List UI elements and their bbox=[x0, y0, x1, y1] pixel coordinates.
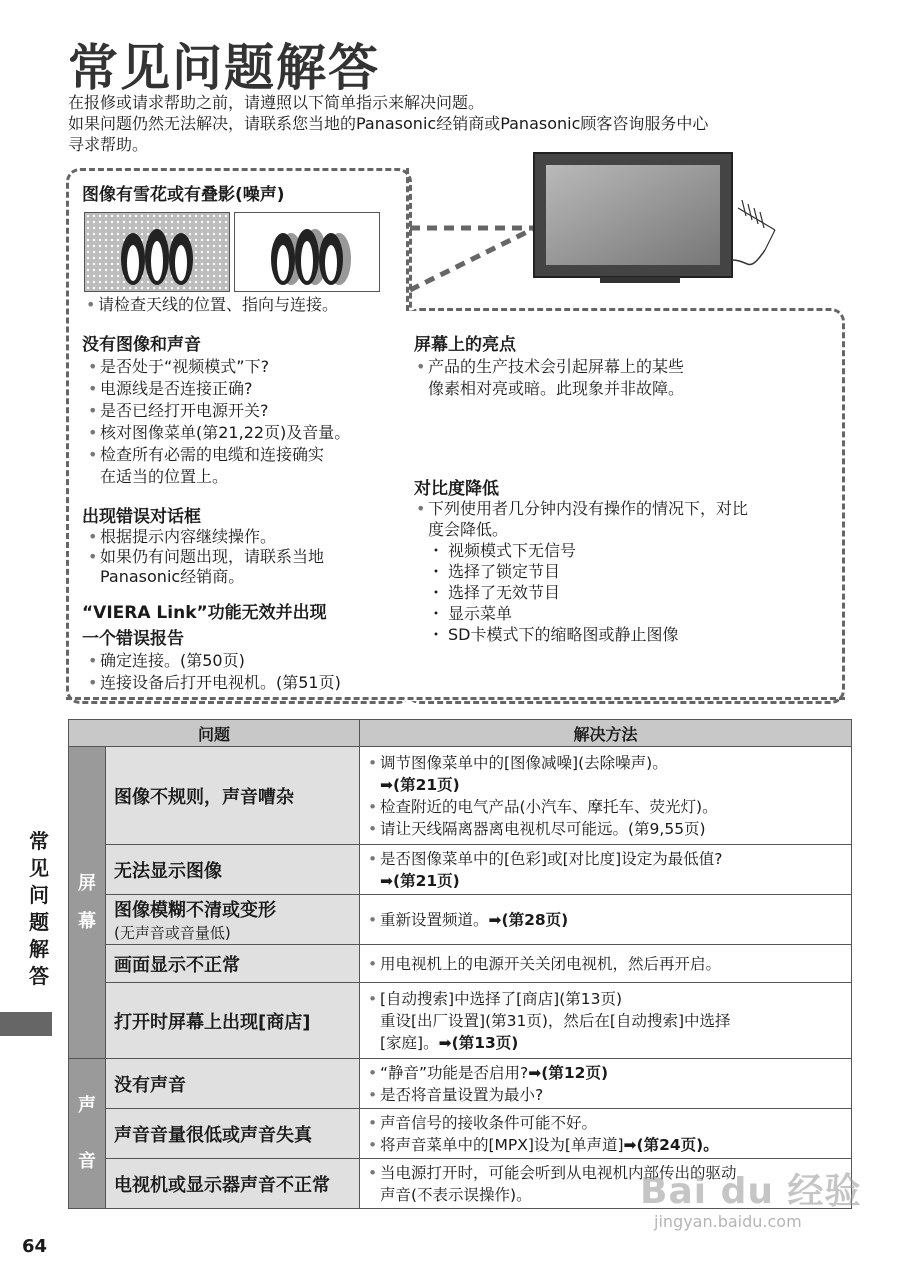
contrast-text bbox=[414, 498, 834, 645]
intro-line-2: 如果问题仍然无法解决，请联系您当地的Panasonic经销商或Panasonic顾客咨询服务中心 bbox=[68, 114, 709, 133]
table-row bbox=[69, 747, 852, 845]
ghost-penguins-image bbox=[234, 212, 380, 292]
no-picture-heading: 没有图像和声音 bbox=[82, 335, 201, 355]
list-item: • 如果仍有问题出现，请联系当地 bbox=[86, 547, 386, 567]
solution-line: • 当电源打开时，可能会听到从电视机内部传出的驱动 bbox=[366, 1162, 845, 1184]
list-item: • 确定连接。(第50页) bbox=[86, 650, 396, 672]
solution-line: 重新设置频道。 bbox=[380, 910, 489, 929]
viera-list bbox=[86, 650, 396, 694]
frame-bottom bbox=[66, 697, 845, 700]
solution-ref: (第28页) bbox=[501, 910, 569, 929]
antenna-icon bbox=[738, 200, 775, 250]
solution-line: “静音”功能是否启用? bbox=[380, 1063, 529, 1082]
table-row bbox=[69, 895, 852, 945]
viera-heading-2: 一个错误报告 bbox=[82, 629, 184, 649]
troubleshooting-table bbox=[68, 719, 852, 1209]
page-number: 64 bbox=[22, 1236, 48, 1257]
intro-line-3: 寻求帮助。 bbox=[68, 135, 149, 154]
list-item-cont: 在适当的位置上。 bbox=[100, 467, 229, 486]
viera-heading-1: “VIERA Link”功能无效并出现 bbox=[82, 603, 327, 623]
arrow-icon: ➡ bbox=[380, 775, 393, 794]
list-item: • 核对图像菜单(第21,22页)及音量。 bbox=[86, 422, 386, 444]
arrow-icon: ➡ bbox=[528, 1063, 542, 1082]
noisy-penguins-image bbox=[84, 212, 230, 292]
problem-subtext: (无声音或音量低) bbox=[114, 924, 231, 942]
sidebar-tab-marker bbox=[0, 1012, 52, 1036]
contrast-heading: 对比度降低 bbox=[414, 479, 499, 499]
penguins-icon bbox=[85, 213, 229, 291]
table-header bbox=[69, 720, 852, 747]
bright-spots-text bbox=[414, 356, 814, 400]
problem-cell: 声音音量很低或声音失真 bbox=[106, 1109, 360, 1159]
error-dialog-heading: 出现错误对话框 bbox=[82, 507, 201, 527]
category-sound bbox=[69, 1059, 106, 1209]
solution-ref: (第21页) bbox=[393, 775, 460, 794]
table-row bbox=[69, 1109, 852, 1159]
list-item: • 是否已经打开电源开关? bbox=[86, 400, 386, 422]
list-item: • 电源线是否连接正确? bbox=[86, 378, 386, 400]
sidebar-tab-label: 常 见 问 题 解 答 bbox=[29, 829, 49, 988]
category-char: 幕 bbox=[78, 910, 96, 932]
problem-text: 图像模糊不清或变形 bbox=[114, 900, 276, 921]
solution-line: • 是否图像菜单中的[色彩]或[对比度]设定为最低值? bbox=[366, 848, 845, 870]
problem-cell: 无法显示图像 bbox=[106, 845, 360, 895]
arrow-icon: ➡ bbox=[488, 910, 502, 929]
problem-cell bbox=[106, 895, 360, 945]
solution-line: 声音(不表示误操作)。 bbox=[380, 1185, 532, 1204]
baidu-watermark-url: jingyan.baidu.com bbox=[654, 1212, 802, 1231]
baidu-watermark-logo: Bai du 经验 bbox=[640, 1171, 862, 1212]
sub-item: ・ 显示菜单 bbox=[414, 603, 834, 624]
error-dialog-list bbox=[86, 527, 386, 587]
list-item: • 根据提示内容继续操作。 bbox=[86, 527, 386, 547]
solution-ref: (第13页) bbox=[451, 1033, 519, 1052]
noise-heading: 图像有雪花或有叠影(噪声) bbox=[82, 185, 285, 205]
list-item-cont: 度会降低。 bbox=[428, 520, 509, 539]
noise-bullet: • 请检查天线的位置、指向与连接。 bbox=[84, 294, 900, 316]
sub-item: ・ SD卡模式下的缩略图或静止图像 bbox=[414, 624, 834, 645]
list-item-cont: 像素相对亮或暗。此现象并非故障。 bbox=[428, 379, 685, 398]
category-char: 屏 bbox=[78, 872, 96, 894]
col-solution-header: 解决方法 bbox=[360, 720, 852, 747]
solution-line: [家庭]。 bbox=[380, 1033, 439, 1052]
problem-cell: 图像不规则，声音嘈杂 bbox=[106, 747, 360, 845]
bright-spots-heading: 屏幕上的亮点 bbox=[414, 335, 516, 355]
sub-item: ・ 视频模式下无信号 bbox=[414, 540, 834, 561]
arrow-icon: ➡ bbox=[623, 1135, 637, 1154]
solution-line: • 检查附近的电气产品(小汽车、摩托车、荧光灯)。 bbox=[366, 796, 845, 818]
problem-cell: 打开时屏幕上出现[商店] bbox=[106, 983, 360, 1059]
solution-cell bbox=[360, 983, 852, 1059]
category-screen bbox=[69, 747, 106, 1059]
solution-cell bbox=[360, 845, 852, 895]
solution-cell bbox=[360, 945, 852, 983]
list-item: • 产品的生产技术会引起屏幕上的某些 bbox=[414, 356, 814, 378]
arrow-icon: ➡ bbox=[438, 1033, 452, 1052]
solution-line: • [自动搜索]中选择了[商店](第13页) bbox=[366, 988, 845, 1010]
list-item: • 是否处于“视频模式”下? bbox=[86, 356, 386, 378]
penguins-ghost-icon bbox=[235, 213, 379, 291]
table-row bbox=[69, 1059, 852, 1109]
table-row bbox=[69, 845, 852, 895]
solution-line: • 是否将音量设置为最小? bbox=[366, 1084, 845, 1106]
problem-cell: 没有声音 bbox=[106, 1059, 360, 1109]
solution-line: • 调节图像菜单中的[图像减噪](去除噪声)。 bbox=[366, 752, 845, 774]
solution-line: 重设[出厂设置](第31页)，然后在[自动搜索]中选择 bbox=[380, 1011, 731, 1030]
solution-cell bbox=[360, 747, 852, 845]
solution-ref: (第12页) bbox=[541, 1063, 609, 1082]
solution-ref: (第24页)。 bbox=[636, 1135, 719, 1154]
category-char: 音 bbox=[78, 1150, 96, 1172]
solution-cell bbox=[360, 1059, 852, 1109]
list-item-cont: Panasonic经销商。 bbox=[100, 567, 245, 586]
table-row bbox=[69, 983, 852, 1059]
arrow-icon: ➡ bbox=[380, 871, 393, 890]
sub-item: ・ 选择了锁定节目 bbox=[414, 561, 834, 582]
no-picture-list bbox=[86, 356, 386, 488]
sub-item: ・ 选择了无效节目 bbox=[414, 582, 834, 603]
solution-line: 将声音菜单中的[MPX]设为[单声道] bbox=[380, 1135, 624, 1154]
category-char: 声 bbox=[78, 1094, 96, 1116]
solution-line: • 声音信号的接收条件可能不好。 bbox=[366, 1112, 845, 1134]
solution-ref: (第21页) bbox=[393, 871, 460, 890]
col-problem-header: 问题 bbox=[69, 720, 360, 747]
list-item: • 检查所有必需的电缆和连接确实 bbox=[86, 444, 386, 466]
page-title: 常见问题解答 bbox=[68, 39, 380, 97]
tv-illustration bbox=[400, 150, 820, 310]
problem-cell: 画面显示不正常 bbox=[106, 945, 360, 983]
solution-cell bbox=[360, 1109, 852, 1159]
problem-cell: 电视机或显示器声音不正常 bbox=[106, 1159, 360, 1209]
table-row bbox=[69, 945, 852, 983]
list-item: • 连接设备后打开电视机。(第51页) bbox=[86, 672, 396, 694]
solution-line: • 用电视机上的电源开关关闭电视机，然后再开启。 bbox=[366, 953, 845, 975]
solution-line: • 请让天线隔离器离电视机尽可能远。(第9,55页) bbox=[366, 818, 845, 840]
intro-line-1: 在报修或请求帮助之前，请遵照以下简单指示来解决问题。 bbox=[68, 93, 485, 112]
list-item: • 下列使用者几分钟内没有操作的情况下，对比 bbox=[414, 498, 834, 519]
solution-cell bbox=[360, 895, 852, 945]
